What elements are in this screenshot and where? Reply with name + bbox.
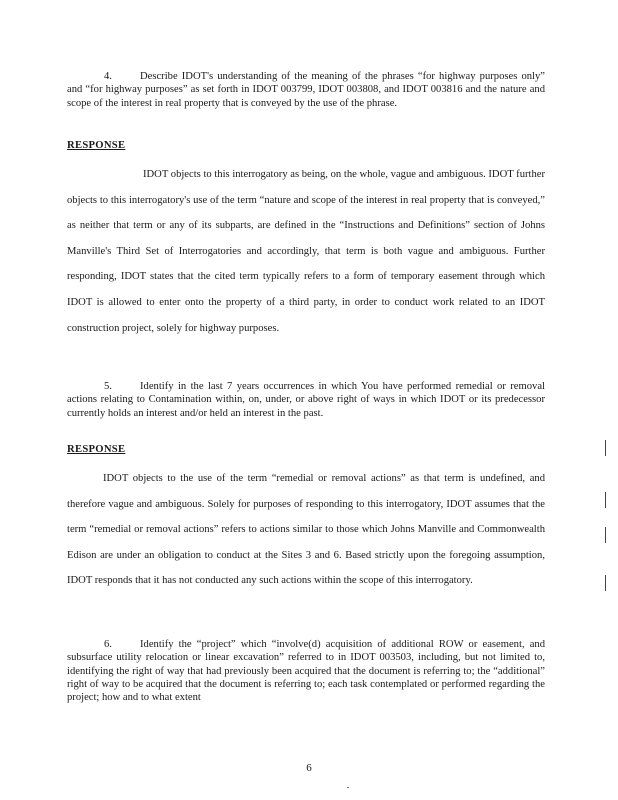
interrogatory-4-number: 4. xyxy=(104,71,112,82)
interrogatory-5-text: Identify in the last 7 years occurrences in which You have performed remedial or removal actions relating to Contamination within, on, under, or above right of ways in which IDOT or its predecessor currently holds an interest and/or held an interest in the past. xyxy=(67,381,545,419)
interrogatory-5 xyxy=(67,380,545,420)
response-5-text: IDOT objects to the use of the term “remedial or removal actions” as that term is undefined, and therefore vague and ambiguous. Solely for purposes of responding to this interrogatory, IDOT assumes that the term “remedial or removal actions” refers to actions similar to those which Johns Manville and Commonwealth Edison are under an obligation to conduct at the Sites 3 and 6. Based strictly upon the foregoing assumption, IDOT responds that it has not conducted any such actions within the scope of this interrogatory. xyxy=(67,473,545,587)
page-number: 6 xyxy=(306,762,312,774)
interrogatory-4 xyxy=(67,70,545,110)
response-4 xyxy=(67,162,545,341)
interrogatory-6 xyxy=(67,638,545,704)
response-4-text: IDOT objects to this interrogatory as being, on the whole, vague and ambiguous. IDOT further objects to this interrogatory's use of the term “nature and scope of the interest in real property that is conveyed,” as neither that term or any of its subparts, are defined in the “Instructions and Definitions” section of Johns Manville's Third Set of Interrogatories and accordingly, that term is both vague and ambiguous. Further responding, IDOT states that the cited term typically refers to a form of temporary easement through which IDOT is allowed to enter onto the property of a third party, in order to conduct work related to an IDOT construction project, solely for highway purposes. xyxy=(67,169,545,334)
scan-mark xyxy=(605,575,606,591)
response-4-heading: RESPONSE xyxy=(67,140,126,151)
scan-mark xyxy=(605,492,606,508)
interrogatory-4-text: Describe IDOT's understanding of the meaning of the phrases “for highway purposes only” and “for highway purposes” as set forth in IDOT 003799, IDOT 003808, and IDOT 003816 and the nature and scope of the interest in real property that is conveyed by the use of the phrase. xyxy=(67,71,545,109)
interrogatory-5-number: 5. xyxy=(104,381,112,392)
response-5 xyxy=(67,466,545,594)
response-5-heading: RESPONSE xyxy=(67,444,126,455)
interrogatory-6-number: 6. xyxy=(104,639,112,650)
scan-mark xyxy=(605,527,606,543)
interrogatory-6-text: Identify the “project” which “involve(d) acquisition of additional ROW or easement, and subsurface utility relocation or linear excavation” referred to in IDOT 003503, including, but not limited to, identifying the right of way that had previously been acquired that the document is referring to; the “additional” right of way to be acquired that the document is referring to; each task contemplated or performed regarding the project; how and to what extent xyxy=(67,639,545,704)
scan-mark xyxy=(605,440,606,456)
scan-speck xyxy=(347,787,349,788)
